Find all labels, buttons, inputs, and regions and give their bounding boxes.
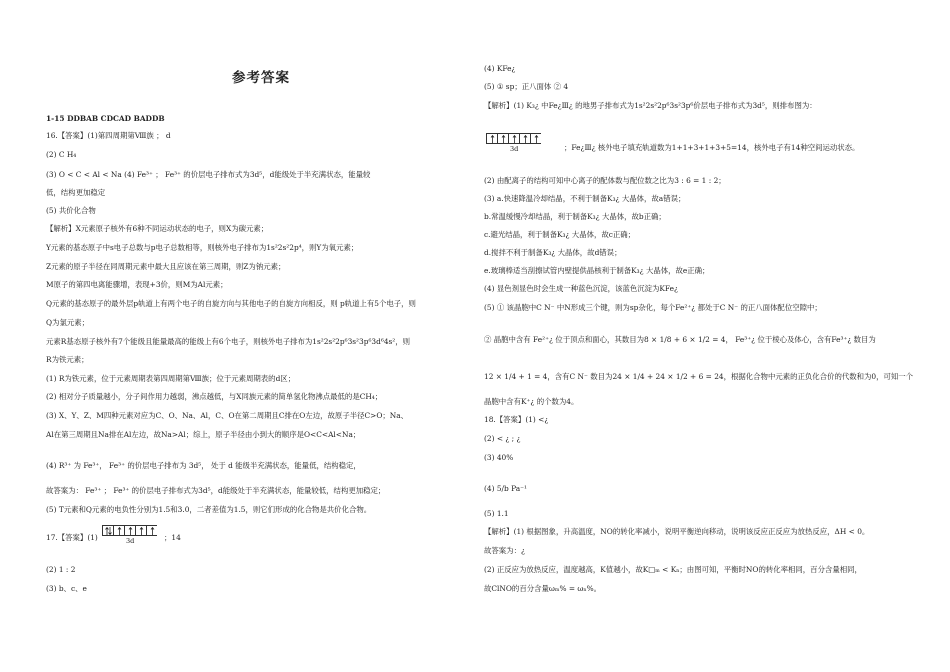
orbital-diagram <box>486 133 541 153</box>
answer-line: 【解析】(1) K₃¿ 中Fe¿Ⅲ¿ 的地男子排布式为1s²2s²2p⁶3s²3p⁶价层电子排布式为3d⁵，则排布图为： <box>484 101 817 110</box>
answer-line: (3) 40% <box>484 453 514 462</box>
orbital-label: 3d <box>126 537 135 545</box>
answer-line: (4) 5/b Pa⁻¹ <box>484 484 528 493</box>
answer-line: (5) T元素和Q元素的电负性分别为1.5和3.0，二者差值为1.5，则它们形成的化合物是共价化合物。 <box>46 505 372 514</box>
answer-line: (2) 相对分子质量越小，分子间作用力越弱，沸点越低，与X同族元素的简单氢化物沸点最低的是CH₄； <box>46 392 383 401</box>
orbital-box <box>124 525 135 536</box>
answer-line: 18.【答案】(1) <¿ <box>484 415 549 424</box>
answer-line: (5) ① 该晶胞中C N⁻ 中N形成三个键，则为sp杂化，每个Fe²⁺¿ 都处于C N⁻ 的正八面体配位空隙中； <box>484 303 822 312</box>
orbital-box <box>508 133 519 144</box>
orbital-box <box>146 525 157 536</box>
answer-line: 12 × 1/4 + 1 = 4，含有C N⁻ 数目为24 × 1/4 + 24 × 1/2 + 6 = 24，根据化合物中元素的正负化合价的代数和为0，可知一个 <box>484 372 914 381</box>
answer-line: 晶胞中含有K⁺¿ 的个数为4。 <box>484 397 579 406</box>
answer-line: (2) < ¿ ; ¿ <box>484 434 521 443</box>
orbital-box <box>113 525 124 536</box>
answer-line: 17.【答案】(1) <box>46 533 98 542</box>
answer-line: Q元素的基态原子的最外层p轨道上有两个电子的自旋方向与其他电子的自旋方向相反，则 p轨道上有5个电子，则 <box>46 299 416 308</box>
answer-line: 16.【答案】(1)第四周期第Ⅷ族 ； d <box>46 131 171 140</box>
answer-line: (5) ① sp；正八面体 ② 4 <box>484 82 569 91</box>
answer-line: ；Fe¿Ⅲ¿ 核外电子填充轨道数为1+1+3+1+3+5=14，核外电子有14种空间运动状态。 <box>564 143 860 152</box>
answer-line: (4) 显色剂显色时会生成一种蓝色沉淀，该蓝色沉淀为KFe¿ <box>484 284 678 293</box>
answer-line: Q为氯元素； <box>46 318 90 327</box>
orbital-label: 3d <box>510 145 519 153</box>
answer-line: 故答案为： Fe³⁺ ； Fe³⁺ 的价层电子排布式为3d⁵，d能级处于半充满状态，能量较低，结构更加稳定； <box>46 486 386 495</box>
answer-line: (3) b、c、e <box>46 584 87 593</box>
answer-line: (5) 共价化合物 <box>46 206 96 215</box>
page-title: 参考答案 <box>232 70 290 86</box>
answer-line: (3) O < C < Al < Na (4) Fe³⁺ ； Fe³⁺ 的价层电子排布式为3d⁵，d能级处于半充满状态，能量较 <box>46 170 371 179</box>
orbital-diagram <box>102 525 157 545</box>
answer-line: 【解析】X元素原子核外有6种不同运动状态的电子，则X为碳元素； <box>46 224 269 233</box>
answer-line: b.常温缓慢冷却结晶，利于制备K₃¿ 大晶体，故b正确； <box>484 212 666 221</box>
answer-line: (2) 1 : 2 <box>46 565 76 574</box>
answer-line: Al在第三周期且Na排在Al左边，故Na>Al；综上，原子半径由小到大的顺序是O<C<Al<Na； <box>46 430 361 439</box>
answer-line: (2) 由配离子的结构可知中心离子的配体数与配位数之比为3 : 6 = 1 : 2； <box>484 176 726 185</box>
answer-line: e.玻璃棒适当刮擦试管内壁提供晶核利于制备K₃¿ 大晶体，故e正确； <box>484 266 710 275</box>
orbital-box <box>486 133 497 144</box>
answer-line: Y元素的基态原子中s电子总数与p电子总数相等，则核外电子排布为1s²2s²2p⁴，则Y为氧元素； <box>46 243 359 252</box>
answer-line: R为铁元素； <box>46 355 89 364</box>
answer-line: 故答案为：¿ <box>484 546 525 555</box>
answer-line: (5) 1.1 <box>484 509 509 518</box>
answer-line: ② 晶胞中含有 Fe²⁺¿ 位于顶点和面心，其数目为8 × 1/8 + 6 × 1/2 = 4， Fe³⁺¿ 位于棱心及体心，含有Fe³⁺¿ 数目为 <box>484 335 876 344</box>
answer-line: 元素R基态原子核外有7个能级且能量最高的能级上有6个电子，则核外电子排布为1s²2s²2p⁶3s²3p⁶3d⁶4s²，则 <box>46 337 411 346</box>
answer-line: (4) KFe¿ <box>484 64 516 73</box>
answer-line: d.搅拌不利于制备K₃¿ 大晶体，故d错误； <box>484 248 622 257</box>
orbital-box <box>135 525 146 536</box>
answer-line: ；14 <box>164 533 181 542</box>
answer-line: (2) 正反应为放热反应，温度越高，K值越小，故K□ₘ < Kₙ；由图可知，平衡时NO的转化率相同，百分含量相同， <box>484 565 862 574</box>
answer-line: 故ClNO的百分含量ωₘ% = ωₙ%。 <box>484 584 601 593</box>
answer-line: c.避光结晶，利于制备K₃¿ 大晶体，故c正确； <box>484 230 636 239</box>
answer-line: (3) a.快速降温冷却结晶，不利于制备K₃¿ 大晶体，故a错误； <box>484 194 686 203</box>
answer-line: 低，结构更加稳定 <box>46 188 106 197</box>
orbital-box <box>530 133 541 144</box>
orbital-box <box>519 133 530 144</box>
answer-line: (2) C H₄ <box>46 150 77 159</box>
orbital-box <box>497 133 508 144</box>
answer-line: M原子的第四电离能骤增，表现+3价，则M为Al元素； <box>46 280 228 289</box>
answer-line: 【解析】(1) 根据图象，升高温度，NO的转化率减小，说明平衡逆向移动，说明该反应正反应为放热反应，ΔH < 0。 <box>484 527 870 536</box>
answer-line: 1-15 DDBAB CDCAD BADDB <box>46 114 165 123</box>
answer-line: (3) X、Y、Z、M四种元素对应为C、O、Na、Al，C、O在第二周期且C排在O左边，故原子半径C>O；Na、 <box>46 411 409 420</box>
orbital-box <box>102 525 113 536</box>
answer-line: (1) R为铁元素，位于元素周期表第四周期第Ⅷ族；位于元素周期表的d区； <box>46 374 296 383</box>
answer-line: (4) R³⁺ 为 Fe³⁺， Fe³⁺ 的价层电子排布为 3d⁵， 处于 d 能级半充满状态，能量低，结构稳定， <box>46 461 361 470</box>
answer-line: Z元素的原子半径在同周期元素中最大且应该在第三周期，则Z为钠元素； <box>46 262 286 271</box>
